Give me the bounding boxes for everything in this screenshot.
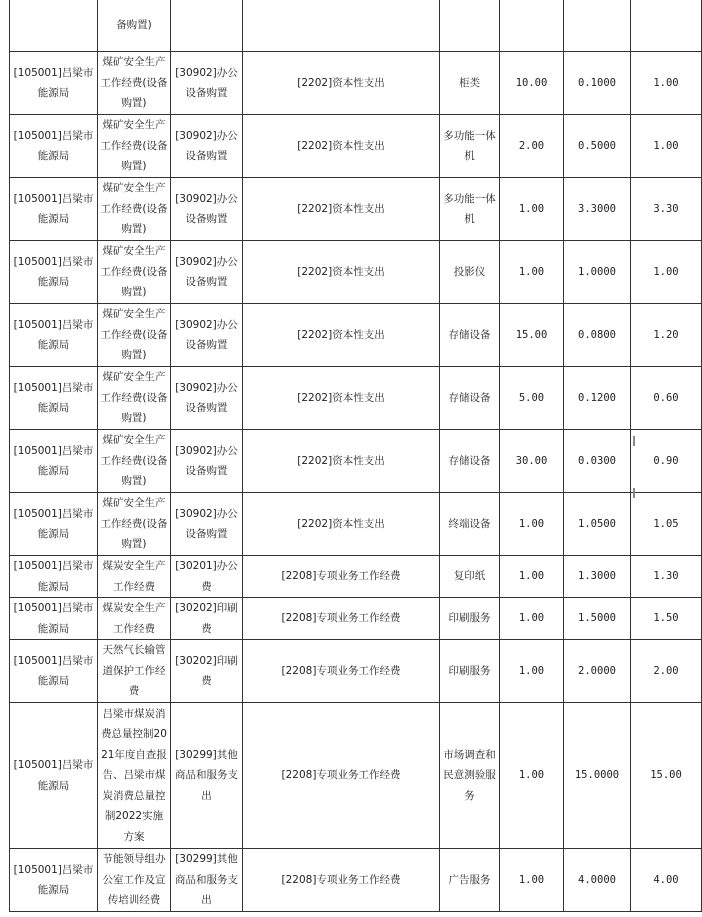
cell-econ: [30902]办公设备购置 [171,115,243,178]
cell-qty: 5.00 [500,367,564,430]
cell-price: 0.0800 [564,304,631,367]
cell-dept: [105001]吕梁市能源局 [10,493,98,556]
cell-func: [2202]资本性支出 [243,304,440,367]
cell-qty: 1.00 [500,556,564,598]
cell-item: 印刷服务 [440,598,500,640]
table-row [10,493,702,556]
cell-econ: [30202]印刷费 [171,640,243,703]
table-row [10,241,702,304]
table-row [10,430,702,493]
cell-dept: [105001]吕梁市能源局 [10,430,98,493]
cell-func [243,0,440,52]
cell-dept: [105001]吕梁市能源局 [10,640,98,703]
cell-project: 节能领导组办公室工作及宣传培训经费 [98,849,171,912]
cell-econ: [30902]办公设备购置 [171,304,243,367]
cell-price: 2.0000 [564,640,631,703]
table-row-continued [10,0,702,52]
cell-price: 1.0000 [564,241,631,304]
cell-amount: 1.20 [631,304,702,367]
cell-qty: 10.00 [500,52,564,115]
cell-amount: 4.00 [631,849,702,912]
cell-qty: 1.00 [500,598,564,640]
cell-func: [2208]专项业务工作经费 [243,640,440,703]
cell-project: 煤矿安全生产工作经费(设备购置) [98,493,171,556]
cell-project: 吕梁市煤炭消费总量控制2021年度自查报告、吕梁市煤炭消费总量控制2022实施方案 [98,703,171,849]
cell-qty: 1.00 [500,849,564,912]
cell-price: 1.0500 [564,493,631,556]
cell-econ [171,0,243,52]
cell-func: [2208]专项业务工作经费 [243,849,440,912]
cell-project: 煤矿安全生产工作经费(设备购置) [98,430,171,493]
cell-project: 备购置) [98,0,171,52]
cell-qty: 15.00 [500,304,564,367]
cell-func: [2202]资本性支出 [243,178,440,241]
cell-dept: [105001]吕梁市能源局 [10,703,98,849]
cell-qty: 30.00 [500,430,564,493]
table-row [10,52,702,115]
cell-dept: [105001]吕梁市能源局 [10,304,98,367]
cell-project: 煤矿安全生产工作经费(设备购置) [98,52,171,115]
cell-amount [631,0,702,52]
cell-dept: [105001]吕梁市能源局 [10,52,98,115]
cell-item: 终端设备 [440,493,500,556]
cell-price [564,0,631,52]
cell-item: 存储设备 [440,367,500,430]
cell-item: 存储设备 [440,304,500,367]
cell-price: 1.3000 [564,556,631,598]
cell-dept: [105001]吕梁市能源局 [10,556,98,598]
cell-item: 多功能一体机 [440,178,500,241]
cell-project: 煤矿安全生产工作经费(设备购置) [98,367,171,430]
cell-amount: 1.05 [631,493,702,556]
cell-price: 15.0000 [564,703,631,849]
cell-econ: [30902]办公设备购置 [171,241,243,304]
cell-qty [500,0,564,52]
cell-econ: [30902]办公设备购置 [171,493,243,556]
cell-project: 煤矿安全生产工作经费(设备购置) [98,241,171,304]
table-row [10,304,702,367]
cell-project: 煤矿安全生产工作经费(设备购置) [98,304,171,367]
cell-price: 0.0300 [564,430,631,493]
cell-price: 3.3000 [564,178,631,241]
cell-func: [2202]资本性支出 [243,493,440,556]
cell-price: 0.5000 [564,115,631,178]
cell-func: [2208]专项业务工作经费 [243,598,440,640]
cell-amount: 1.00 [631,241,702,304]
cell-item [440,0,500,52]
cell-amount: 1.30 [631,556,702,598]
cell-amount: 0.90 [631,430,702,493]
cell-item: 多功能一体机 [440,115,500,178]
cell-econ: [30299]其他商品和服务支出 [171,703,243,849]
cell-dept [10,0,98,52]
table-row [10,598,702,640]
table-row [10,703,702,849]
scan-edge-mark [633,436,635,446]
cell-amount: 1.00 [631,115,702,178]
cell-price: 0.1000 [564,52,631,115]
cell-econ: [30902]办公设备购置 [171,367,243,430]
cell-econ: [30902]办公设备购置 [171,430,243,493]
table-row [10,367,702,430]
cell-item: 印刷服务 [440,640,500,703]
cell-item: 市场调查和民意测验服务 [440,703,500,849]
cell-price: 4.0000 [564,849,631,912]
cell-func: [2208]专项业务工作经费 [243,556,440,598]
cell-amount: 1.50 [631,598,702,640]
cell-amount: 15.00 [631,703,702,849]
cell-func: [2202]资本性支出 [243,367,440,430]
cell-func: [2202]资本性支出 [243,430,440,493]
cell-item: 复印纸 [440,556,500,598]
cell-func: [2208]专项业务工作经费 [243,703,440,849]
cell-econ: [30201]办公费 [171,556,243,598]
cell-item: 存储设备 [440,430,500,493]
cell-dept: [105001]吕梁市能源局 [10,115,98,178]
cell-func: [2202]资本性支出 [243,115,440,178]
cell-item: 投影仪 [440,241,500,304]
cell-dept: [105001]吕梁市能源局 [10,178,98,241]
cell-amount: 0.60 [631,367,702,430]
cell-item: 广告服务 [440,849,500,912]
scan-edge-mark [633,488,635,498]
cell-qty: 1.00 [500,493,564,556]
table-row [10,849,702,912]
table-row [10,556,702,598]
table-row [10,178,702,241]
cell-item: 柜类 [440,52,500,115]
cell-amount: 1.00 [631,52,702,115]
cell-amount: 2.00 [631,640,702,703]
cell-project: 煤矿安全生产工作经费(设备购置) [98,115,171,178]
cell-qty: 2.00 [500,115,564,178]
cell-qty: 1.00 [500,178,564,241]
cell-project: 煤矿安全生产工作经费(设备购置) [98,178,171,241]
cell-econ: [30902]办公设备购置 [171,178,243,241]
table-row [10,640,702,703]
cell-econ: [30299]其他商品和服务支出 [171,849,243,912]
cell-econ: [30902]办公设备购置 [171,52,243,115]
procurement-table [9,0,702,912]
cell-project: 煤炭安全生产工作经费 [98,598,171,640]
cell-qty: 1.00 [500,241,564,304]
cell-dept: [105001]吕梁市能源局 [10,849,98,912]
table-row [10,115,702,178]
cell-project: 天然气长输管道保护工作经费 [98,640,171,703]
cell-dept: [105001]吕梁市能源局 [10,367,98,430]
cell-qty: 1.00 [500,703,564,849]
cell-price: 0.1200 [564,367,631,430]
cell-amount: 3.30 [631,178,702,241]
cell-func: [2202]资本性支出 [243,52,440,115]
cell-econ: [30202]印刷费 [171,598,243,640]
cell-qty: 1.00 [500,640,564,703]
cell-dept: [105001]吕梁市能源局 [10,241,98,304]
cell-price: 1.5000 [564,598,631,640]
cell-project: 煤炭安全生产工作经费 [98,556,171,598]
cell-dept: [105001]吕梁市能源局 [10,598,98,640]
cell-func: [2202]资本性支出 [243,241,440,304]
